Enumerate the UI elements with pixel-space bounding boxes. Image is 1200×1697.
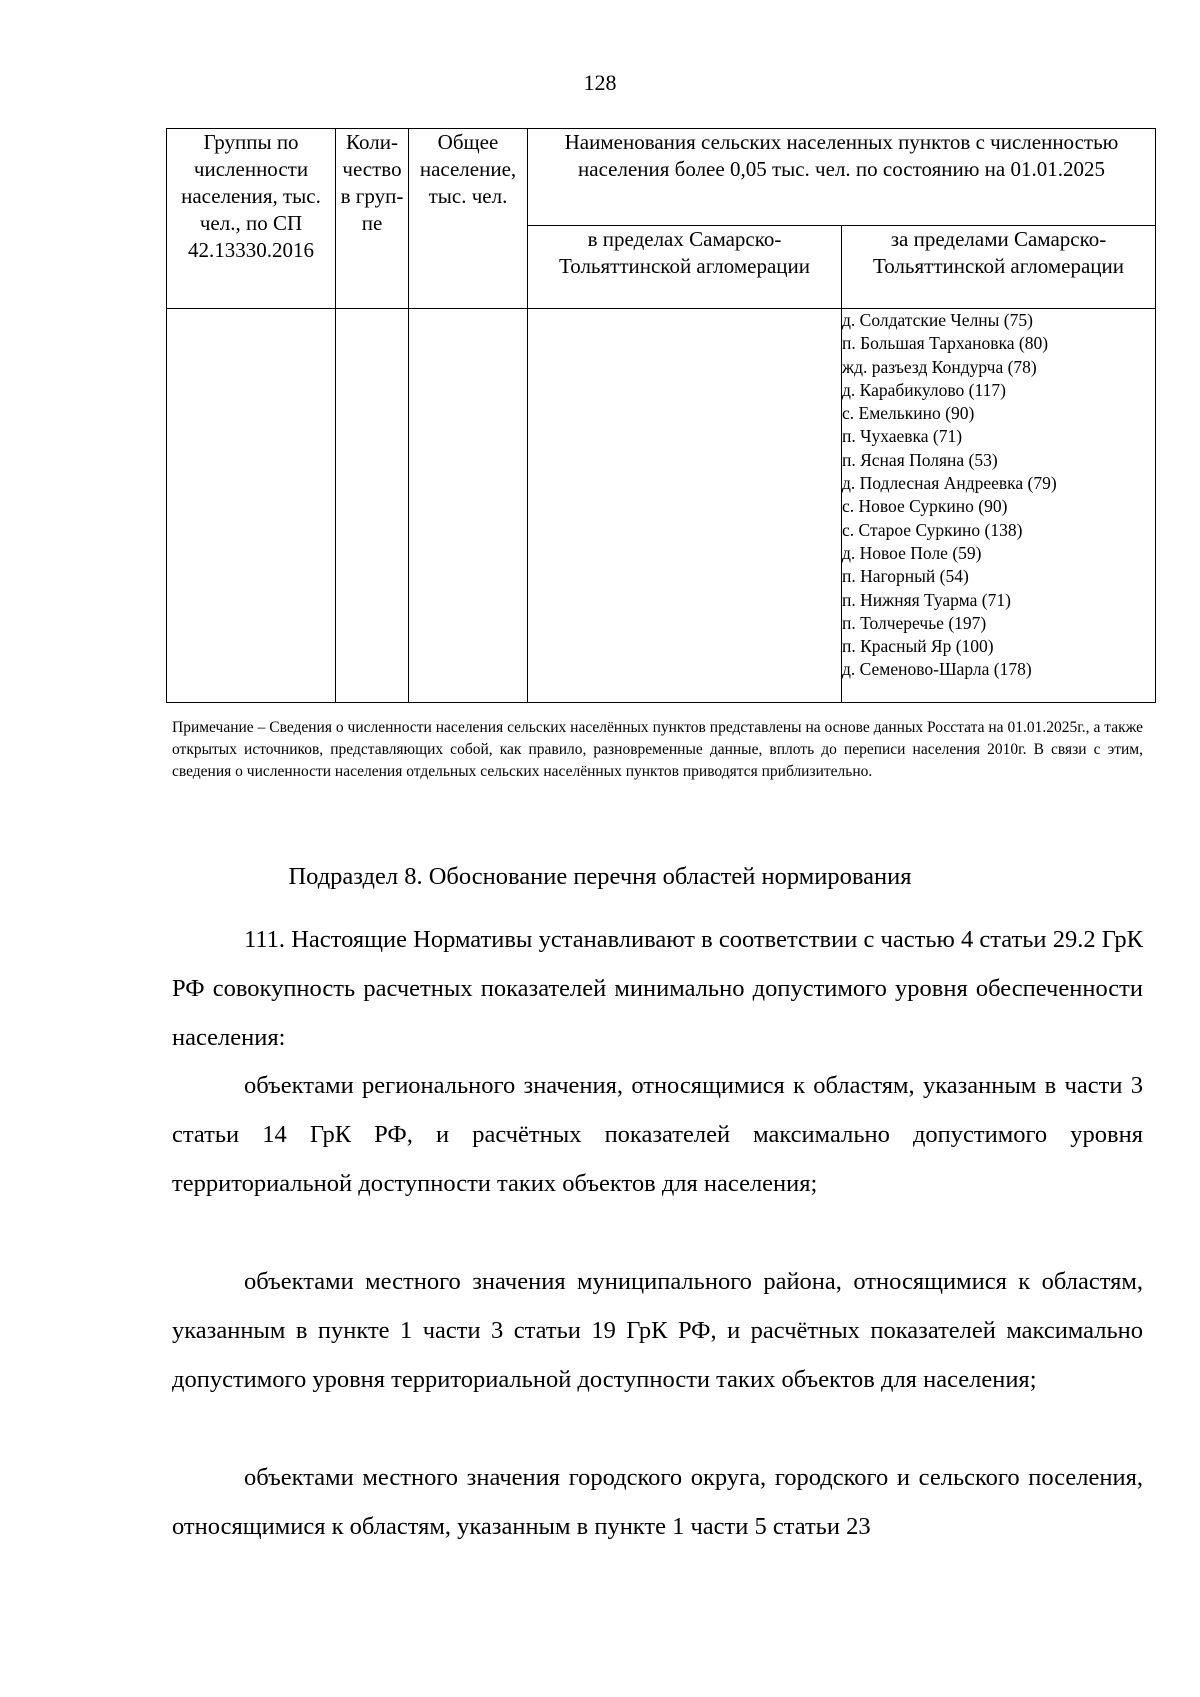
list-item: д. Семеново-Шарла (178)	[842, 659, 1032, 680]
settlement-list	[842, 309, 1155, 682]
header-total-population: Общее население, тыс. чел.	[409, 129, 528, 309]
table-row	[167, 309, 1156, 703]
list-item: жд. разъезд Кондурча (78)	[842, 356, 1037, 377]
list-item: п. Нижняя Туарма (71)	[842, 589, 1011, 610]
paragraph-municipal-district-objects: объектами местного значения муниципального района, относящимися к областям, указанным в пункте 1 части 3 статьи 19 ГрК РФ, и расчётных показателей максимально допустимого уровня территориальной доступности таких объектов для населения;	[172, 1268, 1143, 1393]
list-item: д. Карабикулово (117)	[842, 379, 1006, 400]
header-settlement-names: Наименования сельских населенных пунктов с численностью населения более 0,05 тыс. чел. по состоянию на 01.01.2025	[528, 129, 1156, 226]
paragraph-regional-objects: объектами регионального значения, относящимися к областям, указанным в части 3 статьи 14 ГрК РФ, и расчётных показателей максимально допустимого уровня территориальной доступности таких объектов для населения;	[172, 1072, 1143, 1197]
paragraph-city-settlement-objects: объектами местного значения городского округа, городского и сельского поселения, относящимися к областям, указанным в пункте 1 части 5 статьи 23	[172, 1464, 1143, 1540]
list-item: п. Большая Тархановка (80)	[842, 333, 1049, 354]
list-item: п. Ясная Поляна (53)	[842, 449, 998, 470]
table-note: Примечание – Сведения о численности населения сельских населённых пунктов представлены на основе данных Росстата на 01.01.2025г., а также открытых источников, представляющих собой, как правило, разновременные данные, вплоть до переписи населения 2010г. В связи с этим, сведения о численности населения отдельных сельских населённых пунктов приводятся приблизительно.	[172, 719, 1143, 780]
header-outside-agglomeration: за пределами Самарско-Тольяттинской агломерации	[842, 226, 1156, 309]
subsection-title: Подраздел 8. Обоснование перечня областей нормирования	[288, 863, 912, 890]
header-inside-agglomeration: в пределах Самарско-Тольяттинской агломерации	[528, 226, 842, 309]
cell-inside-agglomeration	[528, 309, 842, 703]
list-item: с. Емелькино (90)	[842, 403, 975, 424]
cell-groups	[167, 309, 336, 703]
settlements-table	[166, 128, 1156, 703]
list-item: д. Солдатские Челны (75)	[842, 310, 1033, 330]
list-item: с. Старое Суркино (138)	[842, 519, 1023, 540]
header-count-in-group: Количество в группе	[336, 129, 409, 309]
list-item: д. Подлесная Андреевка (79)	[842, 473, 1057, 494]
header-population-groups: Группы по численности населения, тыс. чел., по СП 42.13330.2016	[167, 129, 336, 309]
cell-population	[409, 309, 528, 703]
list-item: д. Новое Поле (59)	[842, 542, 982, 563]
list-item: п. Красный Яр (100)	[842, 636, 994, 657]
list-item: с. Новое Суркино (90)	[842, 496, 1008, 517]
list-item: п. Толчеречье (197)	[842, 612, 987, 633]
list-item: п. Нагорный (54)	[842, 566, 969, 587]
paragraph-111: 111. Настоящие Нормативы устанавливают в соответствии с частью 4 статьи 29.2 ГрК РФ совокупность расчетных показателей минимально допустимого уровня обеспеченности населения:	[172, 926, 1143, 1051]
cell-count	[336, 309, 409, 703]
page-number: 128	[583, 70, 617, 95]
list-item: п. Чухаевка (71)	[842, 426, 963, 447]
cell-outside-agglomeration	[842, 309, 1156, 703]
